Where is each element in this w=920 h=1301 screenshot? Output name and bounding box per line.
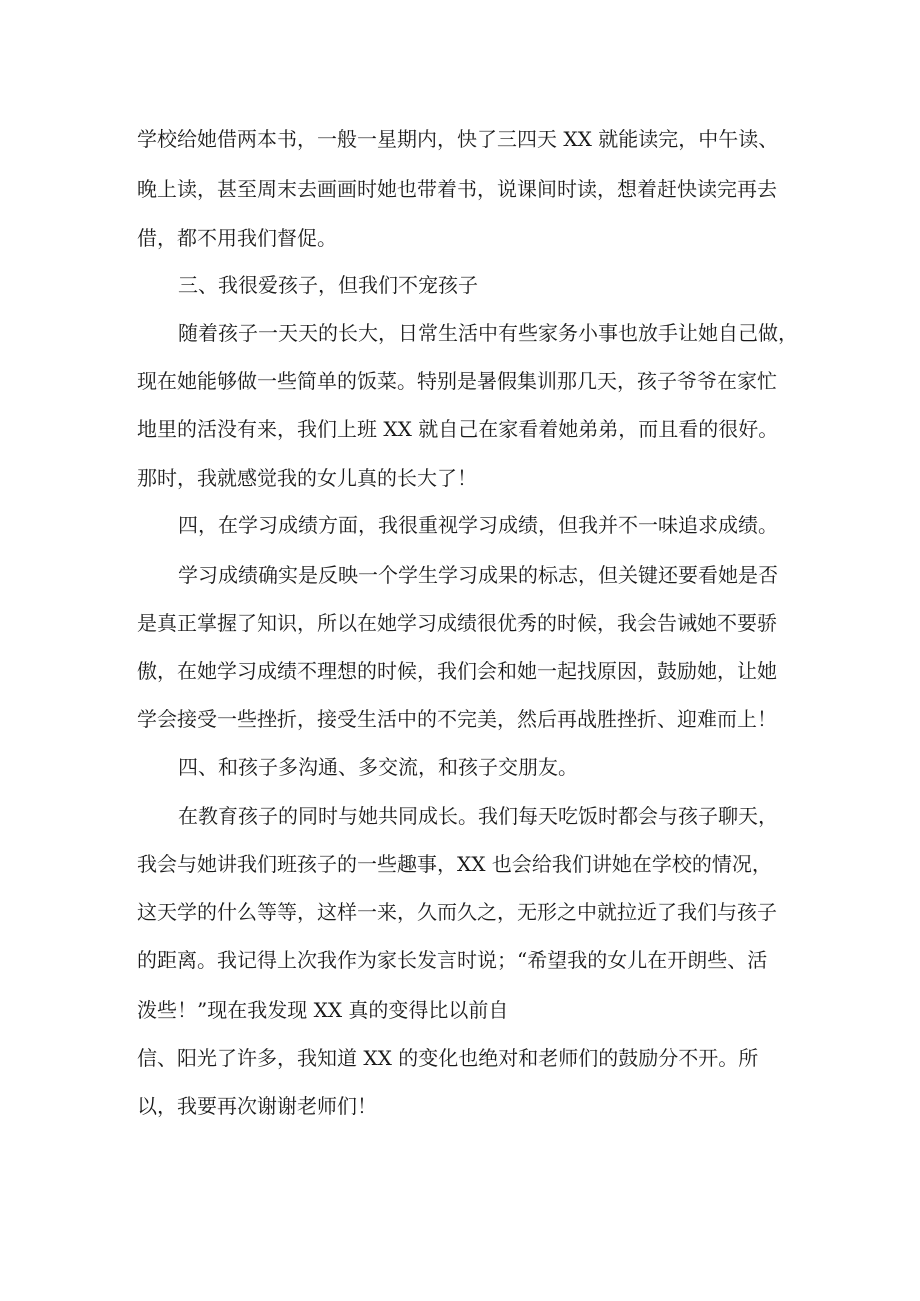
text-line: 学习成绩确实是反映一个学生学习成果的标志，但关键还要看她是否 bbox=[178, 563, 778, 587]
text-line: 以，我要再次谢谢老师们！ bbox=[137, 1094, 377, 1118]
text-line: 在教育孩子的同时与她共同成长。我们每天吃饭时都会与孩子聊天， bbox=[178, 804, 778, 828]
text-line: 的距离。我记得上次我作为家长发言时说；“希望我的女儿在开朗些、活 bbox=[137, 948, 768, 972]
text-line: 现在她能够做一些简单的饭菜。特别是暑假集训那几天，孩子爷爷在家忙 bbox=[137, 369, 777, 393]
section-heading: 四、和孩子多沟通、多交流，和孩子交朋友。 bbox=[178, 755, 578, 779]
text-line: 这天学的什么等等，这样一来，久而久之，无形之中就拉近了我们与孩子 bbox=[137, 900, 777, 924]
text-line: 地里的活没有来，我们上班 XX 就自己在家看着她弟弟，而且看的很好。 bbox=[137, 417, 779, 441]
text-line: 随着孩子一天天的长大，日常生活中有些家务小事也放手让她自己做， bbox=[178, 321, 798, 345]
text-line: 借，都不用我们督促。 bbox=[137, 226, 337, 250]
text-line: 那时，我就感觉我的女儿真的长大了！ bbox=[137, 466, 477, 490]
section-heading: 四，在学习成绩方面，我很重视学习成绩，但我并不一味追求成绩。 bbox=[178, 513, 778, 537]
text-line: 学校给她借两本书，一般一星期内，快了三四天 XX 就能读完，中午读、 bbox=[137, 127, 779, 151]
text-line: 傲，在她学习成绩不理想的时候，我们会和她一起找原因，鼓励她，让她 bbox=[137, 659, 777, 683]
text-line: 信、阳光了许多，我知道 XX 的变化也绝对和老师们的鼓励分不开。所 bbox=[137, 1046, 759, 1070]
text-line: 我会与她讲我们班孩子的一些趣事，XX 也会给我们讲她在学校的情况， bbox=[137, 852, 772, 876]
text-line: 泼些！”现在我发现 XX 真的变得比以前自 bbox=[137, 998, 509, 1022]
text-line: 学会接受一些挫折，接受生活中的不完美，然后再战胜挫折、迎难而上！ bbox=[137, 707, 777, 731]
text-line: 是真正掌握了知识，所以在她学习成绩很优秀的时候，我会告诫她不要骄 bbox=[137, 611, 777, 635]
text-line: 晚上读，甚至周末去画画时她也带着书，说课间时读，想着赶快读完再去 bbox=[137, 177, 777, 201]
section-heading: 三、我很爱孩子，但我们不宠孩子 bbox=[178, 273, 478, 297]
